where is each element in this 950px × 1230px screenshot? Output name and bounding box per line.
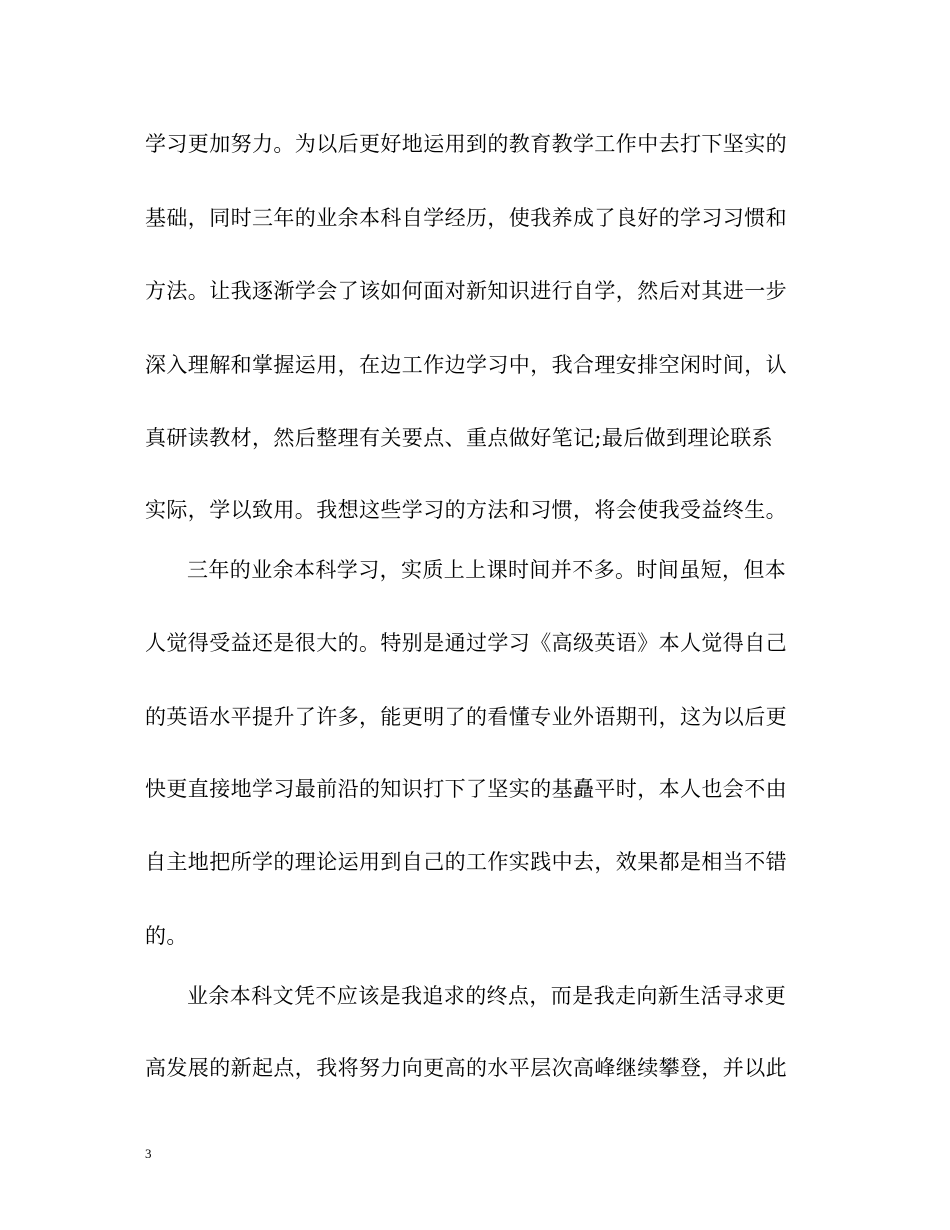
text-line: 快更直接地学习最前沿的知识打下了坚实的基矗平时，本人也会不由 <box>145 777 787 801</box>
text-line: 的英语水平提升了许多，能更明了的看懂专业外语期刊，这为以后更 <box>145 705 787 729</box>
page-number: 3 <box>145 1146 152 1161</box>
text-line: 学习更加努力。为以后更好地运用到的教育教学工作中去打下坚实的 <box>145 132 787 156</box>
paragraph-start-line: 三年的业余本科学习，实质上上课时间并不多。时间虽短，但本 <box>187 558 787 582</box>
text-line: 高发展的新起点，我将努力向更高的水平层次高峰继续攀登，并以此 <box>145 1056 787 1080</box>
text-line: 的。 <box>145 924 188 948</box>
text-line: 真研读教材，然后整理有关要点、重点做好笔记;最后做到理论联系 <box>145 426 774 450</box>
text-line: 自主地把所学的理论运用到自己的工作实践中去，效果都是相当不错 <box>145 850 787 874</box>
text-line: 深入理解和掌握运用，在边工作边学习中，我合理安排空闲时间，认 <box>145 353 787 377</box>
text-line: 方法。让我逐渐学会了该如何面对新知识进行自学，然后对其进一步 <box>145 279 787 303</box>
text-line: 基础，同时三年的业余本科自学经历，使我养成了良好的学习习惯和 <box>145 206 787 230</box>
text-line: 人觉得受益还是很大的。特别是通过学习《高级英语》本人觉得自己 <box>145 631 787 655</box>
text-line: 实际，学以致用。我想这些学习的方法和习惯，将会使我受益终生。 <box>145 498 787 522</box>
paragraph-start-line: 业余本科文凭不应该是我追求的终点，而是我走向新生活寻求更 <box>187 984 787 1008</box>
